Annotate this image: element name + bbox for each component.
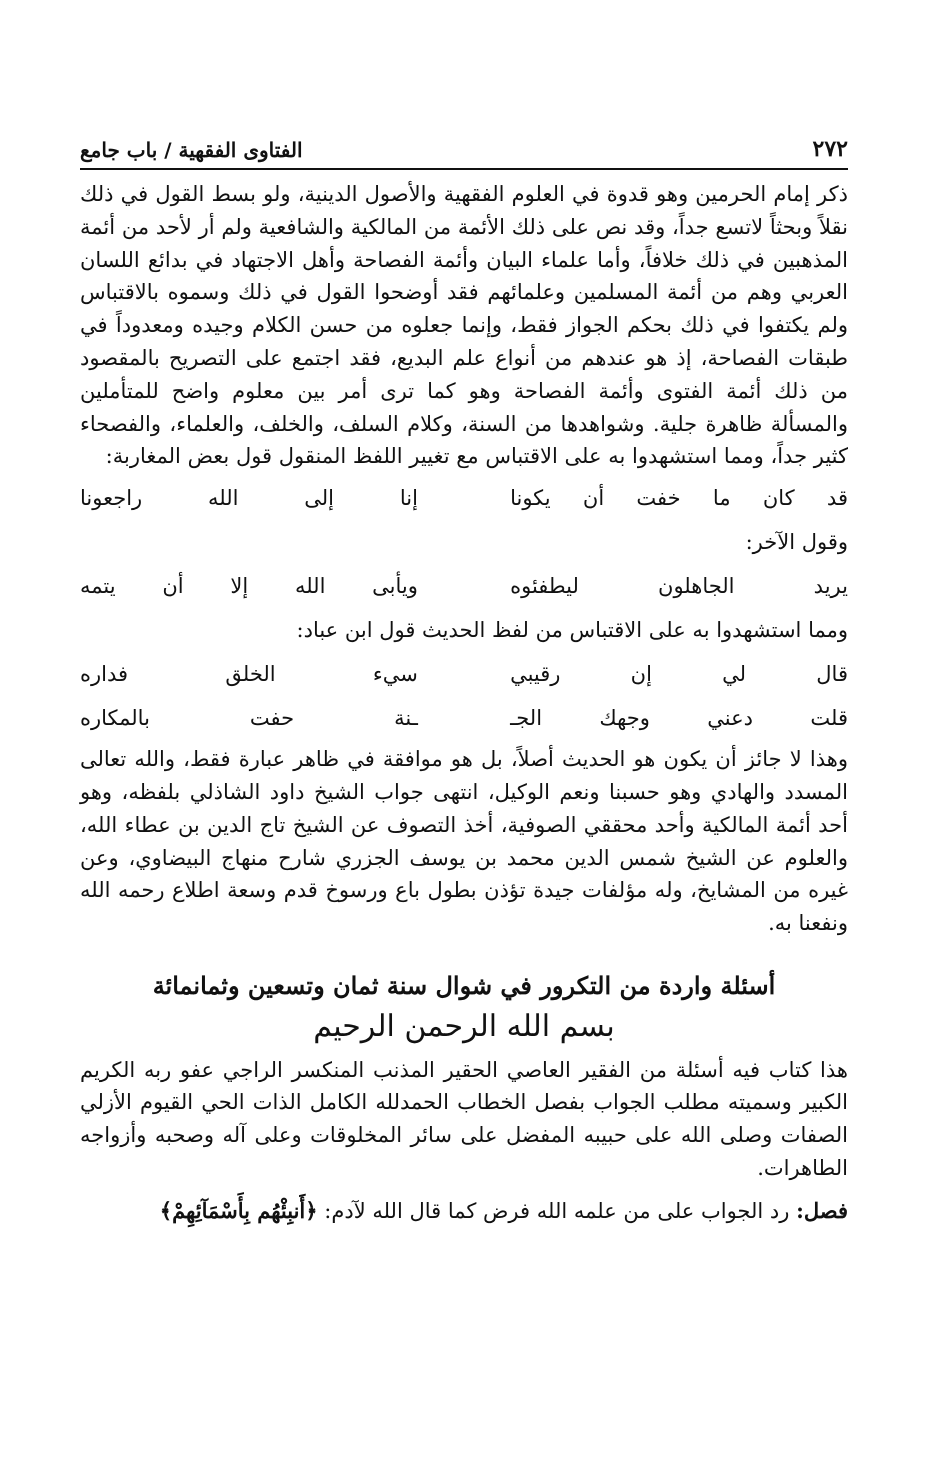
verse-line-3: [80, 655, 848, 693]
verse-line-1: [80, 479, 848, 517]
verse-hemistich: إنا إلى الله راجعونا: [80, 486, 418, 511]
verse-hemistich: ـنة حفت بالمكاره: [80, 706, 418, 731]
quran-quote: ﴿أَنبِئْهُم بِأَسْمَآئِهِمْ﴾: [159, 1197, 318, 1223]
verse-hemistich: قال لي إن رقيبي: [510, 662, 848, 687]
fasl-paragraph: [80, 1195, 848, 1228]
page-number: ٢٧٢: [812, 136, 848, 162]
verse-intro: وقول الآخر:: [745, 530, 848, 555]
verse-line-4: [80, 699, 848, 737]
verse-hemistich: قلت دعني وجهك الجـ: [510, 706, 848, 731]
fasl-label: فصل:: [796, 1197, 848, 1223]
verse-hemistich: ويأبى الله إلا أن يتمه: [80, 574, 418, 599]
running-title: الفتاوى الفقهية / باب جامع: [80, 138, 303, 162]
verse-hemistich: سيء الخلق فداره: [80, 662, 418, 687]
section-title: أسئلة واردة من التكرور في شوال سنة ثمان وتسعين وثمانمائة: [152, 970, 776, 1000]
basmala-calligraphy: بسم الله الرحمن الرحيم: [313, 1008, 615, 1044]
paragraph-2: وهذا لا جائز أن يكون هو الحديث أصلاً، بل هو موافقة في ظاهر عبارة فقط، والله تعالى المسدد والهادي وهو حسبنا ونعم الوكيل، انتهى جواب الشيخ داود الشاذلي بلفظه، وهو أحد أئمة المالكية وأحد محققي الصوفية، أخذ التصوف عن الشيخ تاج الدين بن عطاء الله، والعلوم عن الشيخ شمس الدين محمد بن يوسف الجزري شارح منهاج البيضاوي، وعن غيره من المشايخ، وله مؤلفات جيدة تؤذن بطول باع ورسوخ قدم وسعة اطلاع رحمه الله ونفعنا به.: [80, 747, 848, 936]
verse-intro: ومما استشهدوا به على الاقتباس من لفظ الحديث قول ابن عباد:: [296, 618, 848, 643]
book-page: [80, 128, 848, 1228]
verse-hemistich: يريد الجاهلون ليطفئوه: [510, 574, 848, 599]
page-body: [80, 178, 848, 1228]
fasl-text: رد الجواب على من علمه الله فرض كما قال الله لآدم:: [324, 1198, 790, 1223]
page-header: [80, 128, 848, 170]
verse-line-2: [80, 567, 848, 605]
paragraph-1: ذكر إمام الحرمين وهو قدوة في العلوم الفقهية والأصول الدينية، ولو بسط القول في ذلك نقلاً وبحثاً لاتسع جداً، وقد نص على ذلك الأئمة من المالكية والشافعية ولم أر لأحد من أئمة المذهبين في ذلك خلافاً، وأما علماء البيان وأئمة الفصاحة وأهل الاجتهاد في بدائع اللسان العربي وهم من أئمة المسلمين وعلمائهم فقد أوضحوا القول في ذلك وسموه بالاقتباس ولم يكتفوا في ذلك بحكم الجواز فقط، وإنما جعلوه من حسن الكلام وجيده ومعدوداً في طبقات الفصاحة، إذ هو عندهم من أنواع علم البديع، فقد اجتمع على التصريح بالمقصود من ذلك أئمة الفتوى وأئمة الفصاحة وهو كما ترى أمر بين معلوم واضح للمتأملين والمسألة ظاهرة جلية. وشواهدها من السنة، وكلام السلف، والخلف، والعلماء، والفصحاء كثير جداً، ومما استشهدوا به على الاقتباس مع تغيير اللفظ المنقول قول بعض المغاربة:: [80, 182, 848, 469]
paragraph-3: هذا كتاب فيه أسئلة من الفقير العاصي الحقير المذنب المنكسر الراجي عفو ربه الكريم الكبير وسميته مطلب الجواب بفصل الخطاب الحمدلله الكامل الذات الحي القيوم الأزلي الصفات وصلى الله على حبيبه المفضل على سائر المخلوقات وعلى آله وصحبه وأزواجه الطاهرات.: [80, 1057, 848, 1180]
verse-hemistich: قد كان ما خفت أن يكونا: [510, 486, 848, 511]
